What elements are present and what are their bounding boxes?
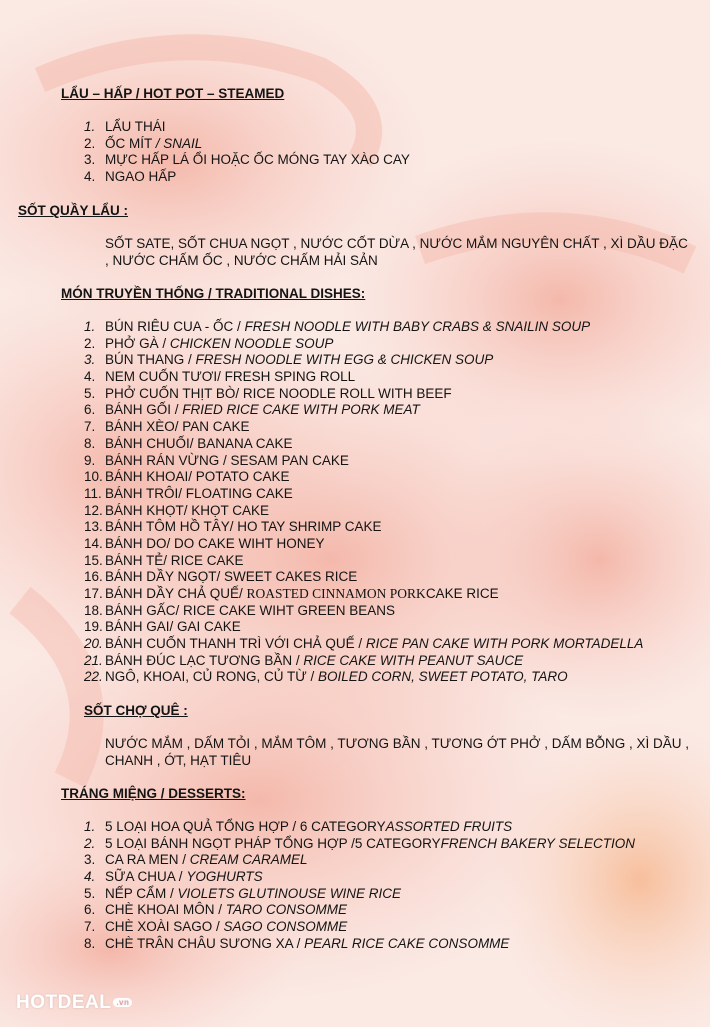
item-vn: PHỞ CUỐN THỊT BÒ/ RICE NOODLE ROLL WITH BEEF xyxy=(105,385,452,401)
item-number: 9. xyxy=(84,452,96,468)
item-en: ASSORTED FRUITS xyxy=(385,819,513,834)
list-item xyxy=(84,402,643,419)
item-number: 6. xyxy=(84,902,96,918)
item-number: 16. xyxy=(84,569,103,585)
logo-tld: .vn xyxy=(113,998,132,1007)
buffet-sauce-heading: SỐT QUẦY LẨU : xyxy=(18,203,129,218)
list-item xyxy=(84,136,410,153)
item-vn: BÁNH GAI/ GAI CAKE xyxy=(105,619,241,635)
item-number: 7. xyxy=(84,419,96,435)
list-item xyxy=(84,669,643,686)
item-en: FRENCH BAKERY SELECTION xyxy=(440,835,635,851)
item-vn: BÁNH DẦY NGỌT/ SWEET CAKES RICE xyxy=(105,569,358,585)
item-en: / SNAIL xyxy=(155,135,203,151)
desserts-heading: TRÁNG MIỆNG / DESSERTS: xyxy=(61,786,246,801)
item-en: RICE CAKE WITH PEANUT SAUCE xyxy=(303,652,524,668)
item-number: 5. xyxy=(84,885,96,901)
item-vn: ỐC MÍT xyxy=(105,135,156,151)
item-vn: 5 LOẠI BÁNH NGỌT PHÁP TỔNG HỢP /5 CATEGORY xyxy=(105,835,441,851)
item-en: FRIED RICE CAKE WITH PORK MEAT xyxy=(182,402,420,418)
logo-brand: HOTDEAL xyxy=(16,992,112,1013)
list-item xyxy=(84,369,643,386)
item-vn: SỮA CHUA / xyxy=(105,869,187,885)
traditional-heading: MÓN TRUYỀN THỐNG / TRADITIONAL DISHES: xyxy=(61,286,366,301)
hotpot-list xyxy=(84,119,410,186)
item-number: 8. xyxy=(84,435,96,451)
item-number: 13. xyxy=(84,519,103,535)
item-vn: BÁNH CHUỐI/ BANANA CAKE xyxy=(105,435,293,451)
list-item xyxy=(84,503,643,520)
item-number: 14. xyxy=(84,535,103,551)
list-item xyxy=(84,453,643,470)
list-item xyxy=(84,352,643,369)
item-number: 10. xyxy=(84,469,103,485)
item-number: 2. xyxy=(84,335,96,351)
list-item xyxy=(84,569,643,586)
list-item xyxy=(84,586,643,603)
item-vn: BÚN RIÊU CUA - ỐC / xyxy=(105,319,245,334)
traditional-list xyxy=(84,319,643,686)
item-en: FRESH NOODLE WITH EGG & CHICKEN SOUP xyxy=(195,352,494,368)
item-vn: CHÈ TRÂN CHÂU SƯƠNG XA / xyxy=(105,935,305,951)
item-en: VIOLETS GLUTINOUSE WINE RICE xyxy=(177,885,402,901)
item-en: PEARL RICE CAKE CONSOMME xyxy=(304,935,510,951)
item-number: 17. xyxy=(84,586,103,601)
item-number: 5. xyxy=(84,385,96,401)
list-item xyxy=(84,936,635,953)
list-item xyxy=(84,619,643,636)
item-vn: BÁNH XÈO/ PAN CAKE xyxy=(105,419,250,435)
item-number: 15. xyxy=(84,552,103,568)
item-number: 7. xyxy=(84,919,96,935)
country-sauce-heading: SỐT CHỢ QUÊ : xyxy=(84,703,188,718)
buffet-sauce-text: SỐT SATE, SỐT CHUA NGỌT , NƯỚC CỐT DỪA , NƯỚC MẮM NGUYÊN CHẤT , XÌ DẦU ĐẶC , NƯỚC CHẤM ỐC , NƯỚC CHẤM HẢI SẢN xyxy=(105,236,688,268)
list-item xyxy=(84,653,643,670)
list-item xyxy=(84,336,643,353)
item-vn: BÁNH KHOAI/ POTATO CAKE xyxy=(105,469,290,485)
item-number: 6. xyxy=(84,402,96,418)
list-item xyxy=(84,919,635,936)
item-en: BOILED CORN, SWEET POTATO, TARO xyxy=(318,669,568,685)
item-en-serif: ROASTED CINNAMON PORK xyxy=(246,586,426,601)
list-item xyxy=(84,603,643,620)
item-vn: BÚN THANG / xyxy=(105,352,196,368)
item-vn: MỰC HẤP LÁ ỔI HOẶC ỐC MÓNG TAY XÀO CAY xyxy=(105,152,410,168)
item-number: 1. xyxy=(84,319,96,334)
list-item xyxy=(84,519,643,536)
item-number: 4. xyxy=(84,369,96,385)
list-item xyxy=(84,902,635,919)
item-number: 21. xyxy=(84,652,103,668)
list-item xyxy=(84,469,643,486)
item-en: RICE PAN CAKE WITH PORK MORTADELLA xyxy=(365,636,644,652)
desserts-list xyxy=(84,819,635,953)
item-number: 1. xyxy=(84,119,96,134)
item-vn: PHỞ GÀ / xyxy=(105,335,170,351)
list-item xyxy=(84,636,643,653)
item-number: 11. xyxy=(84,485,102,501)
item-vn: 5 LOẠI HOA QUẢ TỔNG HỢP / 6 CATEGORY xyxy=(105,819,386,834)
list-item xyxy=(84,819,635,836)
item-vn: BÁNH TẺ/ RICE CAKE xyxy=(105,552,244,568)
country-sauce-text: NƯỚC MẮM , DẤM TỎI , MẮM TÔM , TƯƠNG BẦN , TƯƠNG ỚT PHỞ , DẤM BỖNG , XÌ DẦU , CHANH , ỚT, HẠT TIÊU xyxy=(105,736,690,768)
item-vn: BÁNH TÔM HỒ TÂY/ HO TAY SHRIMP CAKE xyxy=(105,519,382,535)
item-en: YOGHURTS xyxy=(186,869,263,885)
list-item xyxy=(84,419,643,436)
item-number: 3. xyxy=(84,852,96,868)
item-number: 19. xyxy=(84,619,103,635)
list-item xyxy=(84,852,635,869)
item-en: CHICKEN NOODLE SOUP xyxy=(169,335,334,351)
list-item xyxy=(84,553,643,570)
list-item xyxy=(84,869,635,886)
item-vn: LẨU THÁI xyxy=(105,119,166,134)
list-item xyxy=(84,119,410,136)
item-vn-suffix: CAKE RICE xyxy=(425,586,499,601)
item-number: 3. xyxy=(84,352,96,368)
item-en: FRESH NOODLE WITH BABY CRABS & SNAILIN SOUP xyxy=(244,319,591,334)
item-vn: BÁNH DO/ DO CAKE WIHT HONEY xyxy=(105,535,325,551)
item-vn: CHÈ XOÀI SAGO / xyxy=(105,919,224,935)
item-vn: NẾP CẨM / xyxy=(105,885,178,901)
item-vn: BÁNH ĐÚC LẠC TƯƠNG BẦN / xyxy=(105,652,304,668)
item-number: 20. xyxy=(84,636,103,652)
item-vn: BÁNH DẦY CHẢ QUẾ/ xyxy=(105,586,247,601)
item-vn: BÁNH CUỐN THANH TRÌ VỚI CHẢ QUẾ / xyxy=(105,636,366,652)
item-number: 4. xyxy=(84,869,96,885)
item-number: 3. xyxy=(84,152,96,168)
item-vn: BÁNH GẤC/ RICE CAKE WIHT GREEN BEANS xyxy=(105,602,396,618)
item-vn: NGAO HẤP xyxy=(105,169,177,185)
item-number: 22. xyxy=(84,669,103,685)
list-item xyxy=(84,152,410,169)
item-number: 12. xyxy=(84,502,103,518)
item-vn: NGÔ, KHOAI, CỦ RONG, CỦ TỪ / xyxy=(105,669,319,685)
hotpot-heading: LẨU – HẤP / HOT POT – STEAMED xyxy=(61,86,285,101)
item-number: 2. xyxy=(84,135,96,151)
item-vn: BÁNH GỐI / xyxy=(105,402,183,418)
list-item xyxy=(84,536,643,553)
item-vn: NEM CUỐN TƯƠI/ FRESH SPING ROLL xyxy=(105,369,356,385)
item-en: CREAM CARAMEL xyxy=(189,852,308,868)
hotdeal-logo xyxy=(16,992,132,1014)
list-item xyxy=(84,836,635,853)
list-item xyxy=(84,486,643,503)
item-number: 8. xyxy=(84,935,96,951)
list-item xyxy=(84,436,643,453)
item-number: 2. xyxy=(84,835,96,851)
item-vn: BÁNH RÁN VỪNG / SESAM PAN CAKE xyxy=(105,452,349,468)
item-vn: BÁNH KHỌT/ KHỌT CAKE xyxy=(105,502,270,518)
item-number: 4. xyxy=(84,169,96,185)
item-vn: BÁNH TRÔI/ FLOATING CAKE xyxy=(105,485,293,501)
item-en: TARO CONSOMME xyxy=(225,902,348,918)
list-item xyxy=(84,319,643,336)
list-item xyxy=(84,169,410,186)
item-vn: CHÈ KHOAI MÔN / xyxy=(105,902,226,918)
item-number: 1. xyxy=(84,819,96,834)
item-en: SAGO CONSOMME xyxy=(223,919,348,935)
item-vn: CA RA MEN / xyxy=(105,852,190,868)
item-number: 18. xyxy=(84,602,103,618)
list-item xyxy=(84,386,643,403)
list-item xyxy=(84,886,635,903)
